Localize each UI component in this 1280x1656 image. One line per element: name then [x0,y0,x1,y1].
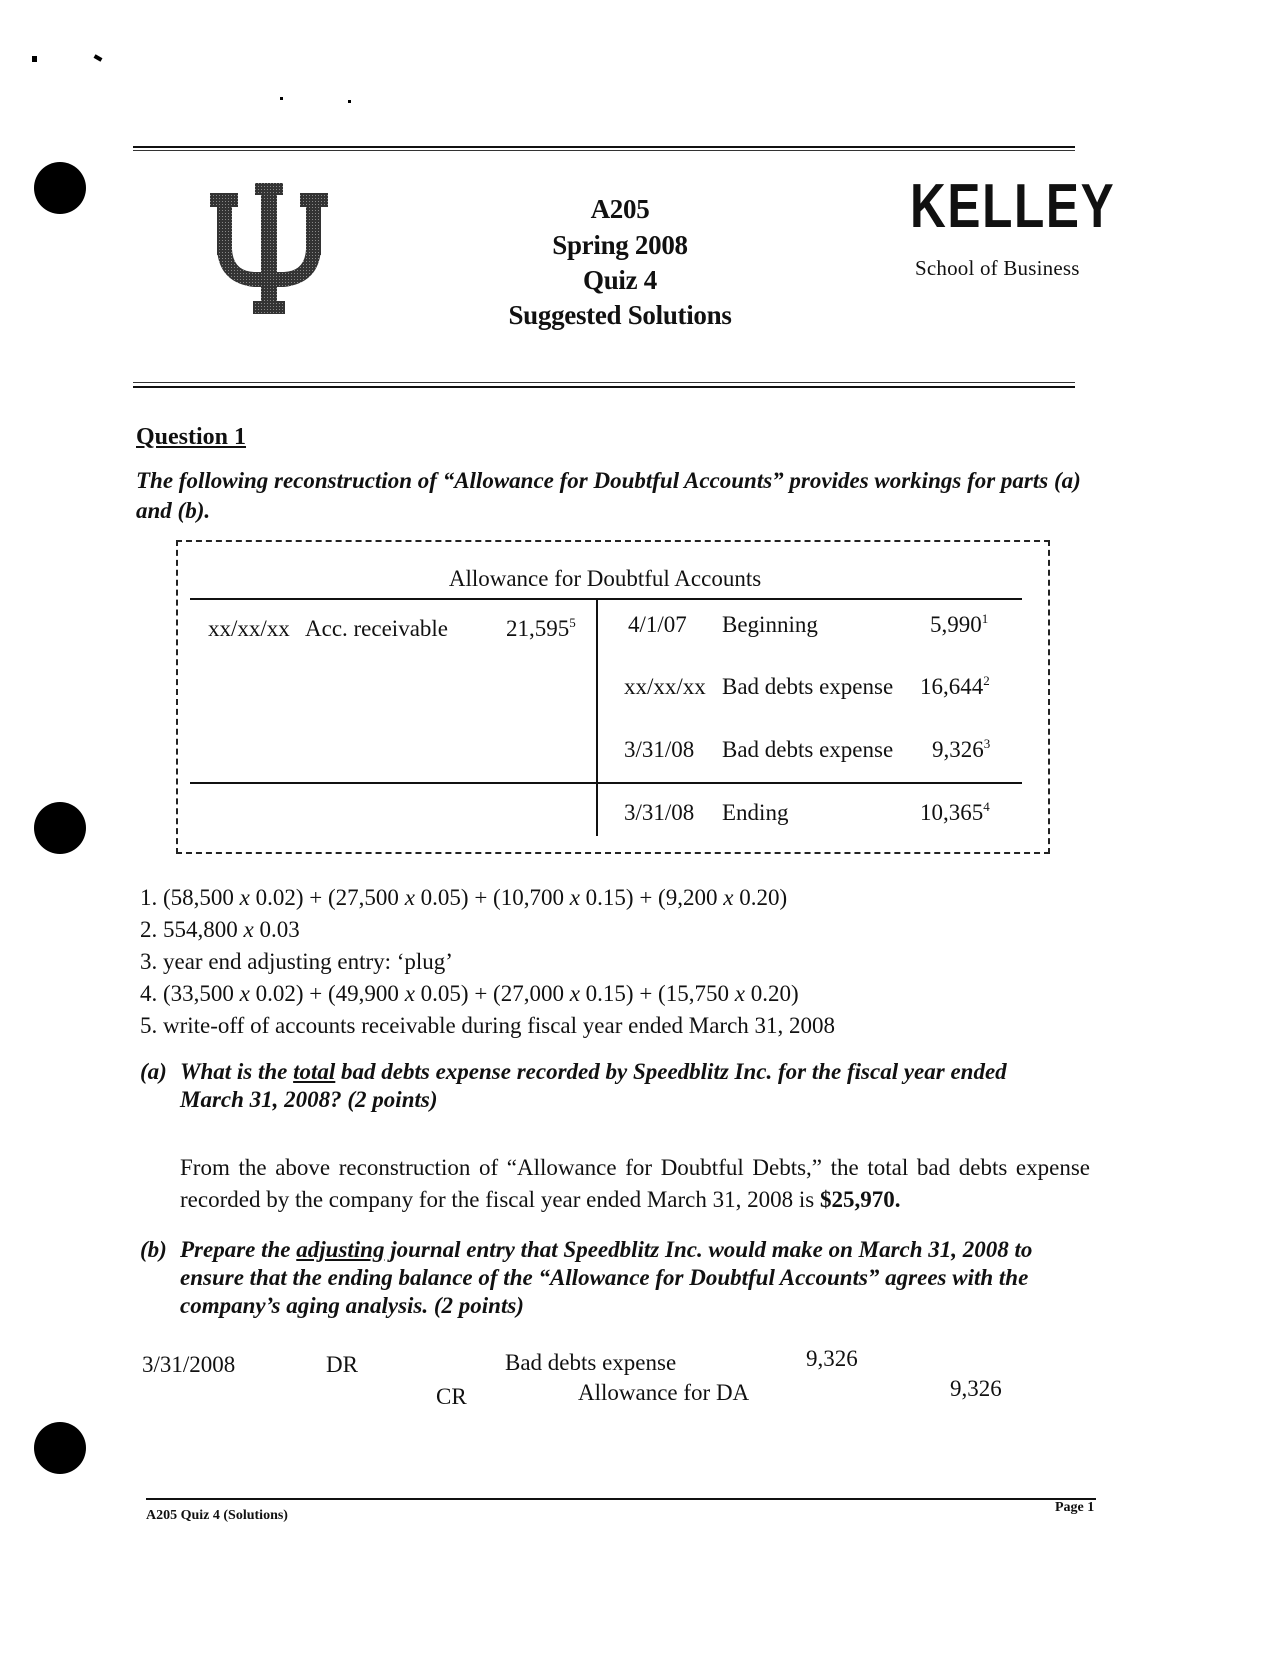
note-line: 2. 554,800 x 0.03 [140,917,300,942]
credit-description: Beginning [722,612,818,637]
question-intro: The following reconstruction of “Allowance for Doubtful Accounts” provides workings for parts (a) and (b). [136,468,1081,523]
kelley-logo: KELLEY [910,172,1116,241]
debit-description: Acc. receivable [305,616,449,641]
scan-speck [32,56,37,62]
question-heading: Question 1 [136,424,247,450]
credit-date: 4/1/07 [628,612,687,637]
note-line: 5. write-off of accounts receivable during fiscal year ended March 31, 2008 [140,1013,836,1038]
t-account-divider [596,598,598,836]
footer-rule [146,1498,1096,1500]
iu-trident-icon [210,183,328,320]
kelley-logo-subtitle: School of Business [915,256,1080,280]
header-bottom-rule-inner [133,382,1075,383]
scan-speck [280,97,283,100]
credit-amount: 9,326$^3$ [932,736,991,762]
part-a-answer: From the above reconstruction of “Allowance for Doubtful Debts,” the total bad debts expense recorded by the company for the fiscal year ended March 31, 2008 is $25,970. [180,1155,1090,1212]
course-code: A205 [590,194,650,224]
footer-title: A205 Quiz 4 (Solutions) [146,1508,288,1523]
je-debit-label: DR [326,1352,358,1377]
debit-amount: 21,595$^5$ [506,615,576,641]
scan-speck [348,100,351,103]
je-debit-amount: 9,326 [806,1346,858,1371]
binder-hole-middle [34,802,86,854]
part-a-question: (a) What is the total bad debts expense recorded by Speedblitz Inc. for the fiscal year ended March 31, 2008? (2 points) [140,1059,1007,1112]
quiz-number: Quiz 4 [583,265,657,295]
je-credit-account: Allowance for DA [578,1380,750,1405]
ending-description: Ending [722,800,789,825]
binder-hole-bottom [34,1422,86,1474]
credit-description: Bad debts expense [722,674,894,699]
credit-date: 3/31/08 [624,737,695,762]
je-date: 3/31/2008 [142,1352,236,1377]
je-debit-account: Bad debts expense [505,1350,677,1375]
header-top-rule-inner [133,150,1075,151]
term: Spring 2008 [552,230,688,260]
ending-date: 3/31/08 [624,800,695,825]
binder-hole-top [34,162,86,214]
note-line: 1. (58,500 x 0.02) + (27,500 x 0.05) + (10,700 x 0.15) + (9,200 x 0.20) [140,885,788,910]
header-bottom-rule [133,386,1075,388]
part-b-question: (b) Prepare the adjusting journal entry that Speedblitz Inc. would make on March 31, 2008 to ensure that the ending balance of the “Allowance for Doubtful Accounts” agrees with the company’s aging analysis. (2 points) [140,1237,1033,1318]
debit-date: xx/xx/xx [208,616,290,641]
note-line: 3. year end adjusting entry: ‘plug’ [140,949,453,974]
je-credit-amount: 9,326 [950,1376,1002,1401]
note-line: 4. (33,500 x 0.02) + (49,900 x 0.05) + (27,000 x 0.15) + (15,750 x 0.20) [140,981,799,1006]
page-number: Page 1 [1055,1500,1095,1515]
t-account-top-rule [190,598,1022,600]
workings-notes [140,882,835,1042]
credit-amount: 5,990$^1$ [930,611,989,637]
scan-speck [94,54,103,61]
t-account-title: Allowance for Doubtful Accounts [448,566,762,591]
t-account-total-rule [190,782,1022,784]
header-top-rule [133,146,1075,148]
credit-amount: 16,644$^2$ [920,673,990,699]
credit-date: xx/xx/xx [624,674,706,699]
ending-amount: 10,365$^4$ [920,799,990,825]
credit-description: Bad debts expense [722,737,894,762]
document-subtitle: Suggested Solutions [508,300,732,330]
je-credit-label: CR [436,1384,467,1409]
